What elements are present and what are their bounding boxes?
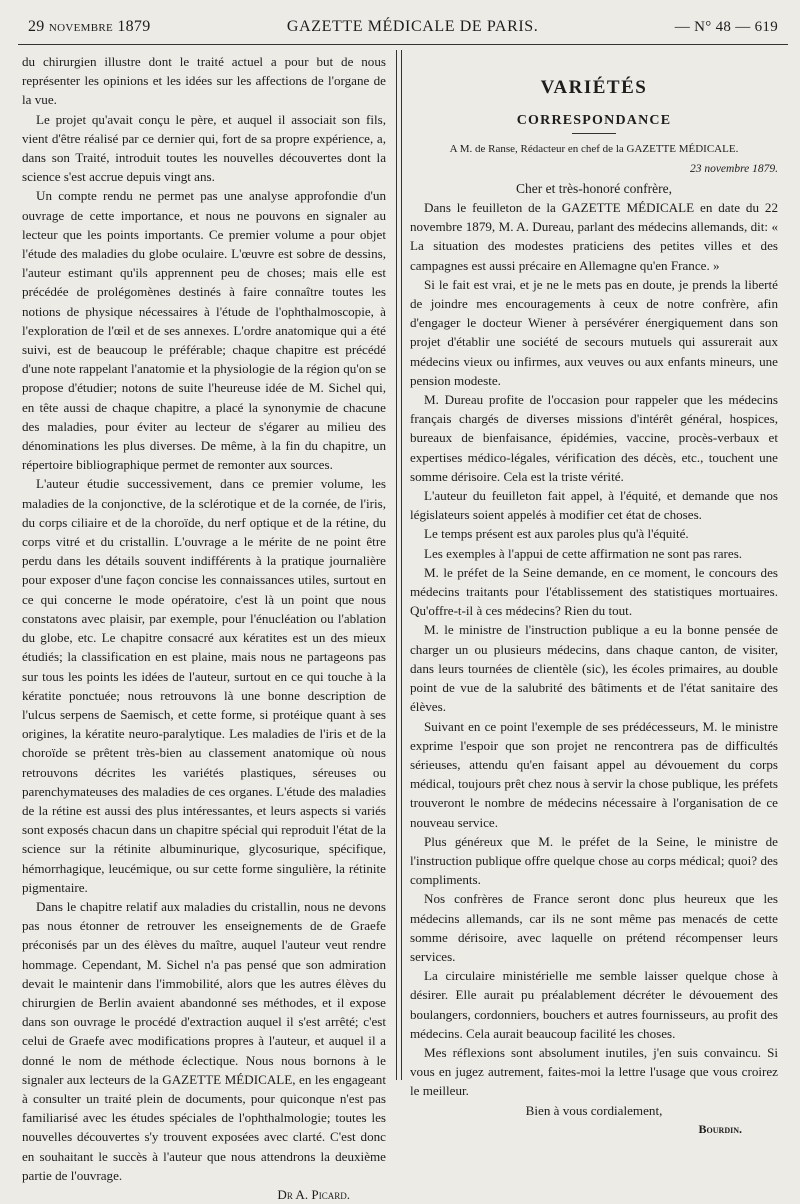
letter-closing: Bien à vous cordialement, xyxy=(525,1102,663,1118)
right-paragraph: M. le ministre de l'instruction publique a eu la bonne pensée de charger un ou plusieurs médecins, dans chaque canton, de visiter, dans leurs tournées de clientèle (sic), les écoles primaires, au double point de vue de la salubrité des bâtiments et de l'état sanitaire des élèves. xyxy=(410,622,778,715)
letter-salutation: Cher et très-honoré confrère, xyxy=(516,180,672,196)
right-paragraph: Plus généreux que M. le préfet de la Seine, le ministre de l'instruction publique offre quelque chose au corps médical; quoi? des compliments. xyxy=(410,833,778,888)
left-paragraph: Dans le chapitre relatif aux maladies du cristallin, nous ne devons pas nous étonner de retrouver les enseignements de de Graefe préconisés par un des élèves du maître, auquel l'auteur veut rendre hommage. Cependant, M. Sichel n'a pas pensé que son admiration devait le maintenir dans l'immobilité, alors que les autres élèves du chirurgien de Berlin avaient abandonné ses méthodes, et il expose dans son ouvrage le procédé d'extraction auquel il s'est arrêté; c'est celui de Graefe avec modifications propres à l'auteur, et auquel il a donné le nom de méthode éclectique. Nous nous bornons à le signaler aux lecteurs de la GAZETTE MÉDICALE, en les engageant à consulter un traité plein de documents, pour quiconque n'est pas familiarisé avec les études spéciales de l'ophthalmologie; toutes les nouvelles découvertes s'y trouvent exposées avec clarté. C'est donc en souhaitant le succès à l'auteur que nous attendrons la deuxième partie de l'ouvrage. xyxy=(22,898,386,1183)
right-paragraph: Dans le feuilleton de la GAZETTE MÉDICALE en date du 22 novembre 1879, M. A. Dureau, parlant des médecins allemands, dit: « La situation des modestes praticiens des petites villes et des campagnes est aussi précaire en Allemagne qu'en France. » xyxy=(410,200,778,273)
left-signature: Dr A. Picard. xyxy=(277,1186,350,1202)
subsection-title: CORRESPONDANCE xyxy=(516,113,672,129)
section-title: VARIÉTÉS xyxy=(540,77,648,98)
left-paragraph: Le projet qu'avait conçu le père, et auquel il associait son fils, vient d'être réalisé par ce dernier qui, fort de sa propre expérience, a, dans son Traité, introduit toutes les nouvelles découvertes dont la science s'est accrue depuis vingt ans. xyxy=(22,111,386,185)
right-paragraph: M. Dureau profite de l'occasion pour rappeler que les médecins français chargés de diverses missions d'intérêt général, hospices, bureaux de bienfaisance, épidémies, vaccine, procès-verbaux et expertises médico-légales, vérification des décès, etc., touchent une somme dérisoire. Cela est la triste vérité. xyxy=(410,392,778,484)
right-paragraph: Le temps présent est aux paroles plus qu'à l'équité. xyxy=(424,526,689,542)
header-title: GAZETTE MÉDICALE DE PARIS. xyxy=(286,18,539,35)
left-paragraph: du chirurgien illustre dont le traité actuel a pour but de nous représenter les opinions et les idées sur les affections de l'organe de la vue. xyxy=(22,54,386,108)
letter-addressee: A M. de Ranse, Rédacteur en chef de la GAZETTE MÉDICALE. xyxy=(449,143,739,156)
left-column xyxy=(22,52,386,1204)
right-paragraph: M. le préfet de la Seine demande, en ce moment, le concours des médecins traitants pour l'établissement des statistiques mortuaires. Qu'offre-t-il à ces médecins? Rien du tout. xyxy=(410,564,778,619)
right-paragraph: L'auteur du feuilleton fait appel, à l'équité, et demande que nos législateurs soient appelés à modifier cet état de choses. xyxy=(410,488,778,523)
page-header xyxy=(28,14,778,40)
column-divider xyxy=(396,50,402,1080)
right-paragraph: Les exemples à l'appui de cette affirmation ne sont pas rares. xyxy=(424,545,743,561)
right-paragraph: La circulaire ministérielle me semble laisser quelque chose à désirer. Elle aurait pu préalablement décréter le dévouement des boulangers, cordonniers, bouchers et autres fournisseurs, au profit des médecins. Cela aurait beaucoup facilité les choses. xyxy=(410,968,778,1041)
header-page-number: — N° 48 — 619 xyxy=(674,18,778,35)
left-paragraph: L'auteur étudie successivement, dans ce premier volume, les maladies de la conjonctive, de la sclérotique et de la cornée, de l'iris, du corps ciliaire et de la choroïde, du nerf optique et de la rétine, du corps vitré et du cristallin. L'ouvrage a le mérite de ne point être perdu dans les détails souvent indifférents à la pratique journalière pour exposer d'une façon concise les connaissances utiles, surtout en ce qui concerne le mode opératoire, c'est là un point que nous constatons avec plaisir, par exemple, pour l'énucléation ou l'ablation du globe, etc. Le chapitre consacré aux kératites est un des mieux étudiés; la classification en est plaine, mais nous ne partageons pas sur tous les points les idées de l'auteur, surtout en ce qui touche à la kératite ponctuée; nous retrouvons là une bonne description de l'ulcus serpens de Saemisch, et cette forme, si protéique quant à ses origines, la kératite neuro-paralytique. Les maladies de l'iris et de la choroïde se prêtent très-bien au classement anatomique où nous retrouvons décrites les variétés plastiques, séreuses ou parenchymateuses des maladies de ces organes. L'étude des maladies de la rétine est aussi des plus intéressantes, et leurs aspects si variés sont exposés chacun dans un chapitre spécial qui reproduit l'état de la science sur la rétinite albuminurique, glycosurique, spécifique, hémorrhagique, leucémique, ou sur cette forme singulière, la rétinite pigmentaire. xyxy=(22,476,386,895)
right-paragraph: Nos confrères de France seront donc plus heureux que les médecins allemands, car ils ne sont même pas menacés de cette somme dérisoire, avec laquelle on prétend récompenser leurs services. xyxy=(410,891,778,964)
title-rule xyxy=(572,133,616,134)
header-date: 29 novembre 1879 xyxy=(28,18,151,35)
header-rule xyxy=(18,44,788,45)
right-paragraph: Si le fait est vrai, et je ne le mets pas en doute, je prends la liberté de joindre mes encouragements à ceux de notre confrère, afin d'engager le docteur Wiener à persévérer énergiquement dans son projet d'établir une société de secours mutuels qui assurerait aux médecins vieux ou infirmes, aux veuves ou aux enfants mineurs, une pension modeste. xyxy=(410,276,778,388)
right-paragraph: Mes réflexions sont absolument inutiles, j'en suis convaincu. Si vous en jugez autrement, faites-moi la lettre l'usage que vous croirez le meilleur. xyxy=(410,1044,778,1099)
right-paragraph: Suivant en ce point l'exemple de ses prédécesseurs, M. le ministre exprime l'espoir que son projet ne rencontrera pas de difficultés sérieuses, attendu qu'en faisant appel au dévouement du corps médical, toujours prêt chez nous à servir la chose publique, les préfets trouveront le nombre de médecins nécessaire à l'organisation de ce nouveau service. xyxy=(410,718,778,830)
right-column xyxy=(410,52,778,1139)
letter-author: Bourdin. xyxy=(698,1121,742,1136)
left-paragraph: Un compte rendu ne permet pas une analyse approfondie d'un ouvrage de cette importance, et nous ne pouvons en signaler au lecteur que les points importants. Ce premier volume a pour objet l'étude des maladies du globe oculaire. L'œuvre est sobre de dessins, l'auteur estimant qu'ils apprennent peu de choses; mais elle est précédée de prolégomènes destinés à faire connaître toutes les notions de physique nécessaires à l'étude de l'ophthalmoscopie, à l'exploration de l'œil et de ses annexes. L'ordre anatomique qui a été suivi, est de beaucoup le préférable; chaque chapitre est précédé d'une note rappelant l'anatomie et la physiologie de la région qu'on se propose d'étudier; notons de suite l'heureuse idée de M. Sichel qui, en tête aussi de chaque chapitre, a placé la synonymie de chacune des maladies, pour éviter au lecteur de s'égarer au milieu des dénominations les plus diverses. De même, à la fin du chapitre, un répertoire bibliographique permet de remonter aux sources. xyxy=(22,188,386,473)
letter-date: 23 novembre 1879. xyxy=(689,162,778,175)
